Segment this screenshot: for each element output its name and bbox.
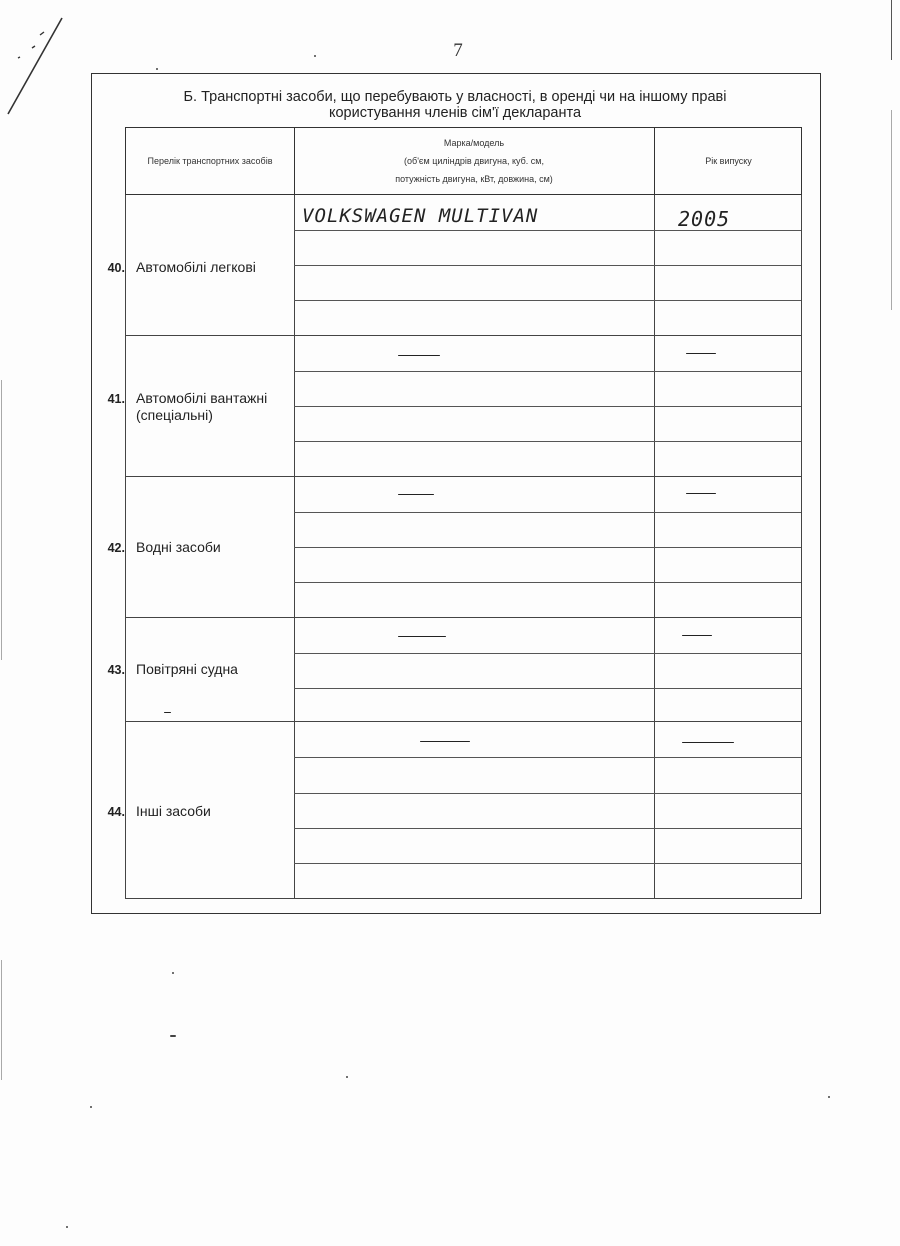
group-box xyxy=(125,195,802,336)
group-number: 44. xyxy=(107,805,125,819)
scan-speck xyxy=(90,1106,92,1108)
dash-mark xyxy=(686,353,716,354)
group-box xyxy=(125,336,802,477)
group-number: 42. xyxy=(107,541,125,555)
scan-speck xyxy=(346,1076,348,1078)
header-vehicle-list: Перелік транспортних засобів xyxy=(126,128,295,194)
group-label: Автомобілі легкові xyxy=(136,259,256,275)
dash-mark xyxy=(164,712,171,713)
group-box xyxy=(125,618,802,722)
group-row-44 xyxy=(91,722,802,899)
section-title xyxy=(150,89,760,121)
scan-edge-mark xyxy=(1,960,2,1080)
header-make-model xyxy=(294,128,655,194)
group-box xyxy=(125,722,802,899)
handwritten-year: 2005 xyxy=(678,207,731,231)
group-row-43 xyxy=(91,618,802,722)
scan-edge-mark xyxy=(1,380,2,660)
table-header xyxy=(125,127,802,195)
group-number: 43. xyxy=(107,663,125,677)
handwritten-model: VOLKSWAGEN MULTIVAN xyxy=(302,205,539,227)
group-label: Інші засоби xyxy=(136,803,211,819)
group-box xyxy=(125,477,802,618)
group-number: 41. xyxy=(107,392,125,406)
scan-edge-mark xyxy=(891,0,892,60)
dash-mark xyxy=(398,636,446,637)
group-number: 40. xyxy=(107,261,125,275)
header-make-model-line2: (об'єм циліндрів двигуна, куб. см, xyxy=(404,156,544,166)
group-row-42 xyxy=(91,477,802,618)
scan-speck xyxy=(66,1226,68,1228)
dash-mark xyxy=(686,493,716,494)
dash-mark xyxy=(682,742,734,743)
group-label: Автомобілі вантажні (спеціальні) xyxy=(136,390,268,423)
scan-speck xyxy=(156,68,158,70)
group-row-40 xyxy=(91,195,802,336)
dash-mark xyxy=(420,741,470,742)
header-make-model-line1: Марка/модель xyxy=(443,138,505,148)
group-row-41 xyxy=(91,336,802,477)
page-number: 7 xyxy=(453,40,463,61)
scan-speck xyxy=(828,1096,830,1098)
section-title-line2: користування членів сім'ї декларанта xyxy=(328,105,582,121)
group-label: Водні засоби xyxy=(136,539,221,555)
group-label: Повітряні судна xyxy=(136,661,238,677)
dash-mark xyxy=(398,355,440,356)
dash-mark xyxy=(398,494,434,495)
pen-stroke-decoration xyxy=(0,10,70,120)
dash-mark xyxy=(682,635,712,636)
scan-speck xyxy=(172,972,174,974)
header-make-model-line3: потужність двигуна, кВт, довжина, см) xyxy=(395,174,553,184)
header-year: Рік випуску xyxy=(705,156,752,166)
scan-speck xyxy=(314,55,316,57)
scan-speck xyxy=(170,1035,176,1037)
scan-edge-mark xyxy=(891,110,892,310)
section-title-line1: Б. Транспортні засоби, що перебувають у власності, в оренді чи на іншому праві xyxy=(183,89,727,105)
